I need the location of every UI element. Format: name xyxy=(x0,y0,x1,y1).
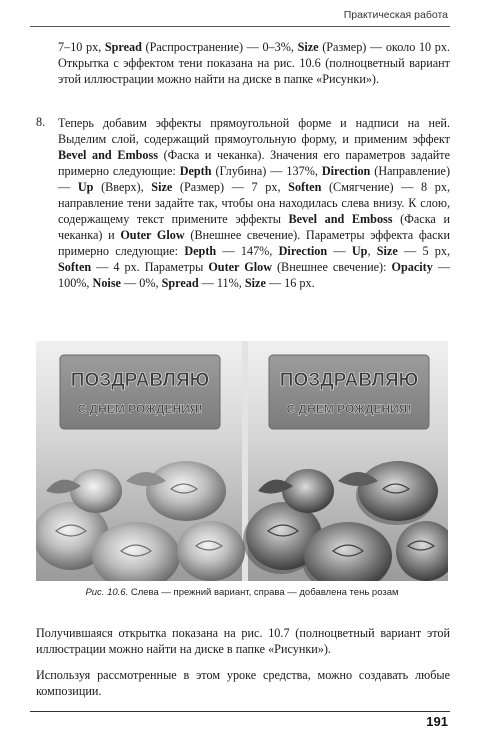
term: Spread xyxy=(104,40,142,54)
text: (Вверх), xyxy=(93,180,152,194)
term: Noise xyxy=(92,276,121,290)
header-rule xyxy=(30,26,450,27)
text: (Размер) — около 10 px. Открытка с эффектом тени показана на рис. 10.6 (полноцветный вариант этой иллюстрации можно найти на диске в папке «Рисунки»). xyxy=(58,40,450,86)
page-number: 191 xyxy=(426,714,448,729)
term: Outer Glow xyxy=(208,260,272,274)
text: 7–10 px, xyxy=(58,40,105,54)
term: Spread xyxy=(161,276,199,290)
text: (Направление) — xyxy=(58,164,451,194)
figure-image xyxy=(36,341,448,581)
term: Size xyxy=(376,244,398,258)
text: (Смягчение) — 8 px, направление тени задайте так, чтобы она находилась слева внизу. К слою, содержащему текст примените эффекты xyxy=(58,180,450,226)
text: Теперь добавим эффекты прямоугольной форме и надписи на ней. Выделим слой, содержащий прямоугольную форму, и применим эффект xyxy=(58,116,450,146)
term: Soften xyxy=(58,260,92,274)
caption-text: Слева — прежний вариант, справа — добавлена тень розам xyxy=(128,587,399,598)
card-right-line1: ПОЗДРАВЛЯЮ xyxy=(279,370,419,391)
caption-label: Рис. 10.6. xyxy=(85,587,129,598)
card-left-line1: ПОЗДРАВЛЯЮ xyxy=(70,370,210,391)
running-header xyxy=(0,0,480,26)
text: , xyxy=(367,244,377,258)
text: (Размер) — 7 px, xyxy=(172,180,289,194)
text: (Распространение) — 0–3%, xyxy=(141,40,298,54)
text: — xyxy=(327,244,352,258)
term: Up xyxy=(77,180,94,194)
term: Up xyxy=(351,244,368,258)
text: (Внешнее свечение). Параметры эффекта фаски примерно следующие: xyxy=(58,228,450,258)
text: (Глубина) — 137%, xyxy=(211,164,322,178)
text: (Фаска и чеканка) и xyxy=(58,212,450,242)
text: — 11%, xyxy=(198,276,245,290)
term: Size xyxy=(244,276,266,290)
list-item-8 xyxy=(58,115,450,291)
closing-paragraph: Используя рассмотренные в этом уроке средства, можно создавать любые композиции. xyxy=(36,668,450,698)
list-number: 8. xyxy=(36,115,46,129)
card-right-line2: С ДНЕМ РОЖДЕНИЯ! xyxy=(286,402,412,416)
text: — 147%, xyxy=(216,244,279,258)
card-right xyxy=(243,341,448,581)
figure-10-6 xyxy=(36,341,448,581)
text: (Фаска и чеканка). Значения его параметров задайте примерно следующие: xyxy=(58,148,451,178)
term: Bevel and Emboss xyxy=(58,148,158,162)
figure-caption xyxy=(36,587,448,598)
text: — 4 px. Параметры xyxy=(91,260,209,274)
term: Size xyxy=(297,40,319,54)
text: (Внешнее свечение): xyxy=(272,260,392,274)
term: Direction xyxy=(321,164,371,178)
text: — 0%, xyxy=(120,276,162,290)
card-left-line2: С ДНЕМ РОЖДЕНИЯ! xyxy=(77,402,203,416)
text: — 100%, xyxy=(58,260,451,290)
text: — 16 px. xyxy=(265,276,315,290)
running-header-title: Практическая работа xyxy=(343,9,448,21)
term: Bevel and Emboss xyxy=(288,212,393,226)
continuation-paragraph xyxy=(58,39,450,87)
term: Outer Glow xyxy=(120,228,185,242)
text: — 5 px, xyxy=(397,244,451,258)
term: Opacity xyxy=(391,260,433,274)
card-left xyxy=(36,341,245,581)
term: Depth xyxy=(184,244,217,258)
term: Size xyxy=(151,180,173,194)
term: Direction xyxy=(278,244,328,258)
term: Soften xyxy=(288,180,322,194)
footer-rule xyxy=(30,711,450,712)
term: Depth xyxy=(179,164,212,178)
paragraph-after-figure: Получившаяся открытка показана на рис. 10.7 (полноцветный вариант этой иллюстрации можно найти на диске в папке «Рисунки»). xyxy=(36,626,450,656)
